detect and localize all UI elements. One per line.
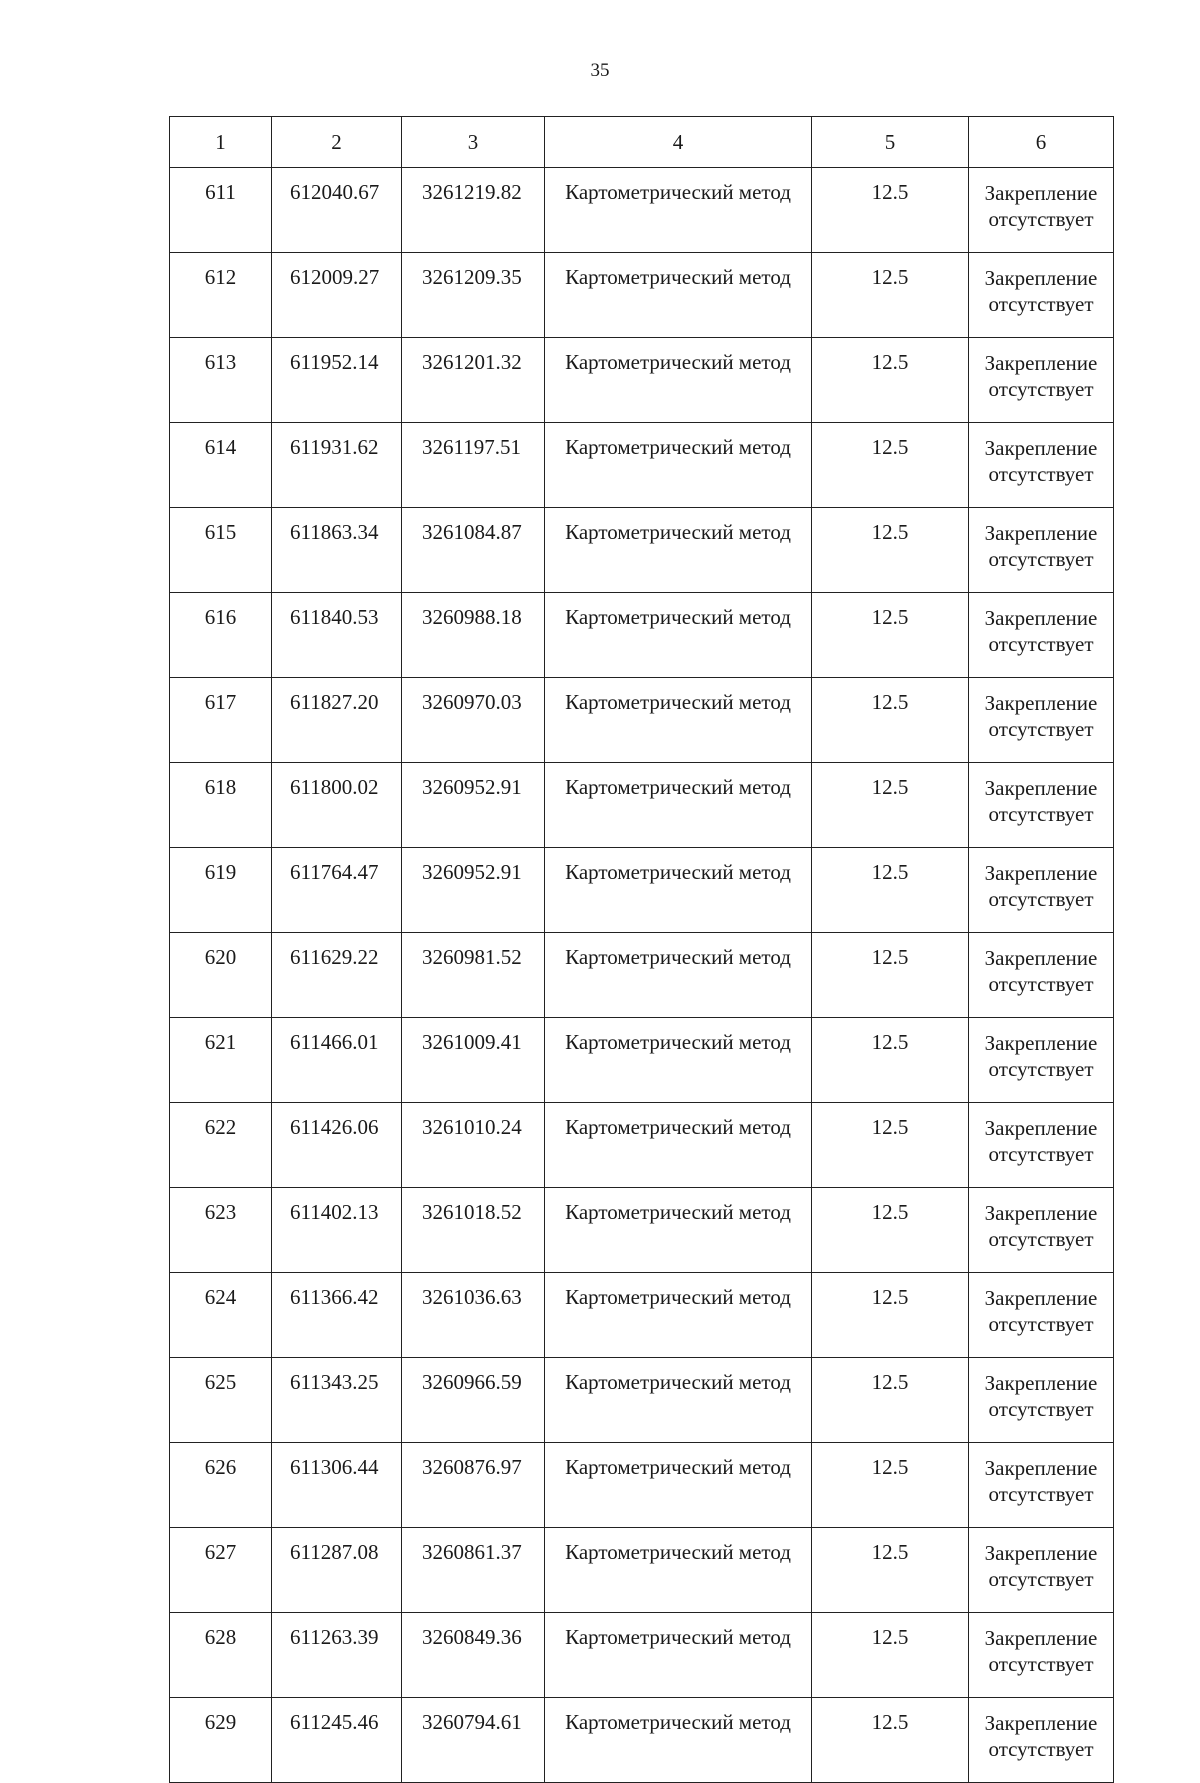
table-row [170,1018,1114,1103]
point-number-cell: 614 [170,423,272,508]
x-coordinate-cell: 611840.53 [272,593,402,678]
y-coordinate-cell: 3261201.32 [402,338,545,423]
coordinates-table [169,116,1114,1783]
x-coordinate-cell: 611263.39 [272,1613,402,1698]
accuracy-cell: 12.5 [812,1613,969,1698]
fixing-cell: Закрепление отсутствует [969,1613,1114,1698]
table-row [170,1443,1114,1528]
method-cell: Картометрический метод [545,763,812,848]
x-coordinate-cell: 611931.62 [272,423,402,508]
method-cell: Картометрический метод [545,1273,812,1358]
header-cell: 6 [969,117,1114,168]
header-cell: 3 [402,117,545,168]
method-cell: Картометрический метод [545,1188,812,1273]
point-number-cell: 621 [170,1018,272,1103]
point-number-cell: 624 [170,1273,272,1358]
method-cell: Картометрический метод [545,1358,812,1443]
table-row [170,508,1114,593]
table-row [170,253,1114,338]
point-number-cell: 612 [170,253,272,338]
point-number-cell: 617 [170,678,272,763]
fixing-cell: Закрепление отсутствует [969,423,1114,508]
y-coordinate-cell: 3261009.41 [402,1018,545,1103]
x-coordinate-cell: 611800.02 [272,763,402,848]
accuracy-cell: 12.5 [812,253,969,338]
fixing-cell: Закрепление отсутствует [969,763,1114,848]
point-number-cell: 615 [170,508,272,593]
accuracy-cell: 12.5 [812,1358,969,1443]
y-coordinate-cell: 3260981.52 [402,933,545,1018]
table-row [170,763,1114,848]
y-coordinate-cell: 3261209.35 [402,253,545,338]
fixing-cell: Закрепление отсутствует [969,168,1114,253]
method-cell: Картометрический метод [545,1443,812,1528]
accuracy-cell: 12.5 [812,338,969,423]
fixing-cell: Закрепление отсутствует [969,1273,1114,1358]
point-number-cell: 618 [170,763,272,848]
table-row [170,1613,1114,1698]
y-coordinate-cell: 3260861.37 [402,1528,545,1613]
accuracy-cell: 12.5 [812,1273,969,1358]
table-row [170,593,1114,678]
method-cell: Картометрический метод [545,423,812,508]
header-cell: 1 [170,117,272,168]
x-coordinate-cell: 611366.42 [272,1273,402,1358]
accuracy-cell: 12.5 [812,1018,969,1103]
method-cell: Картометрический метод [545,253,812,338]
accuracy-cell: 12.5 [812,508,969,593]
method-cell: Картометрический метод [545,1018,812,1103]
y-coordinate-cell: 3260988.18 [402,593,545,678]
y-coordinate-cell: 3261036.63 [402,1273,545,1358]
fixing-cell: Закрепление отсутствует [969,508,1114,593]
fixing-cell: Закрепление отсутствует [969,1528,1114,1613]
table-row [170,848,1114,933]
point-number-cell: 611 [170,168,272,253]
accuracy-cell: 12.5 [812,933,969,1018]
table-row [170,1273,1114,1358]
table-row [170,338,1114,423]
fixing-cell: Закрепление отсутствует [969,1103,1114,1188]
table-row [170,168,1114,253]
table-row [170,1188,1114,1273]
method-cell: Картометрический метод [545,1103,812,1188]
y-coordinate-cell: 3260876.97 [402,1443,545,1528]
point-number-cell: 623 [170,1188,272,1273]
method-cell: Картометрический метод [545,1613,812,1698]
header-row [170,117,1114,168]
table-row [170,1358,1114,1443]
table-row [170,1698,1114,1783]
method-cell: Картометрический метод [545,508,812,593]
y-coordinate-cell: 3261018.52 [402,1188,545,1273]
accuracy-cell: 12.5 [812,1698,969,1783]
fixing-cell: Закрепление отсутствует [969,253,1114,338]
point-number-cell: 628 [170,1613,272,1698]
point-number-cell: 629 [170,1698,272,1783]
accuracy-cell: 12.5 [812,678,969,763]
x-coordinate-cell: 611764.47 [272,848,402,933]
point-number-cell: 626 [170,1443,272,1528]
x-coordinate-cell: 611343.25 [272,1358,402,1443]
accuracy-cell: 12.5 [812,1528,969,1613]
table-row [170,933,1114,1018]
x-coordinate-cell: 611952.14 [272,338,402,423]
method-cell: Картометрический метод [545,168,812,253]
x-coordinate-cell: 612009.27 [272,253,402,338]
fixing-cell: Закрепление отсутствует [969,933,1114,1018]
y-coordinate-cell: 3260970.03 [402,678,545,763]
fixing-cell: Закрепление отсутствует [969,1698,1114,1783]
method-cell: Картометрический метод [545,678,812,763]
x-coordinate-cell: 611287.08 [272,1528,402,1613]
fixing-cell: Закрепление отсутствует [969,1358,1114,1443]
point-number-cell: 616 [170,593,272,678]
fixing-cell: Закрепление отсутствует [969,848,1114,933]
fixing-cell: Закрепление отсутствует [969,1188,1114,1273]
point-number-cell: 625 [170,1358,272,1443]
x-coordinate-cell: 611629.22 [272,933,402,1018]
y-coordinate-cell: 3260966.59 [402,1358,545,1443]
header-cell: 4 [545,117,812,168]
header-cell: 5 [812,117,969,168]
fixing-cell: Закрепление отсутствует [969,593,1114,678]
method-cell: Картометрический метод [545,593,812,678]
point-number-cell: 627 [170,1528,272,1613]
method-cell: Картометрический метод [545,338,812,423]
table-body [170,168,1114,1783]
y-coordinate-cell: 3261084.87 [402,508,545,593]
y-coordinate-cell: 3261197.51 [402,423,545,508]
fixing-cell: Закрепление отсутствует [969,1443,1114,1528]
method-cell: Картометрический метод [545,848,812,933]
page-number: 35 [590,60,610,81]
accuracy-cell: 12.5 [812,593,969,678]
x-coordinate-cell: 611827.20 [272,678,402,763]
y-coordinate-cell: 3261010.24 [402,1103,545,1188]
y-coordinate-cell: 3261219.82 [402,168,545,253]
accuracy-cell: 12.5 [812,1103,969,1188]
y-coordinate-cell: 3260849.36 [402,1613,545,1698]
method-cell: Картометрический метод [545,933,812,1018]
accuracy-cell: 12.5 [812,423,969,508]
table-row [170,423,1114,508]
x-coordinate-cell: 611426.06 [272,1103,402,1188]
accuracy-cell: 12.5 [812,1443,969,1528]
x-coordinate-cell: 611245.46 [272,1698,402,1783]
x-coordinate-cell: 611306.44 [272,1443,402,1528]
x-coordinate-cell: 611863.34 [272,508,402,593]
point-number-cell: 613 [170,338,272,423]
table-row [170,1528,1114,1613]
accuracy-cell: 12.5 [812,763,969,848]
y-coordinate-cell: 3260952.91 [402,848,545,933]
y-coordinate-cell: 3260952.91 [402,763,545,848]
method-cell: Картометрический метод [545,1528,812,1613]
x-coordinate-cell: 611402.13 [272,1188,402,1273]
fixing-cell: Закрепление отсутствует [969,1018,1114,1103]
y-coordinate-cell: 3260794.61 [402,1698,545,1783]
method-cell: Картометрический метод [545,1698,812,1783]
table-row [170,1103,1114,1188]
fixing-cell: Закрепление отсутствует [969,338,1114,423]
accuracy-cell: 12.5 [812,848,969,933]
x-coordinate-cell: 612040.67 [272,168,402,253]
header-cell: 2 [272,117,402,168]
point-number-cell: 620 [170,933,272,1018]
point-number-cell: 619 [170,848,272,933]
point-number-cell: 622 [170,1103,272,1188]
accuracy-cell: 12.5 [812,1188,969,1273]
x-coordinate-cell: 611466.01 [272,1018,402,1103]
table-row [170,678,1114,763]
accuracy-cell: 12.5 [812,168,969,253]
fixing-cell: Закрепление отсутствует [969,678,1114,763]
